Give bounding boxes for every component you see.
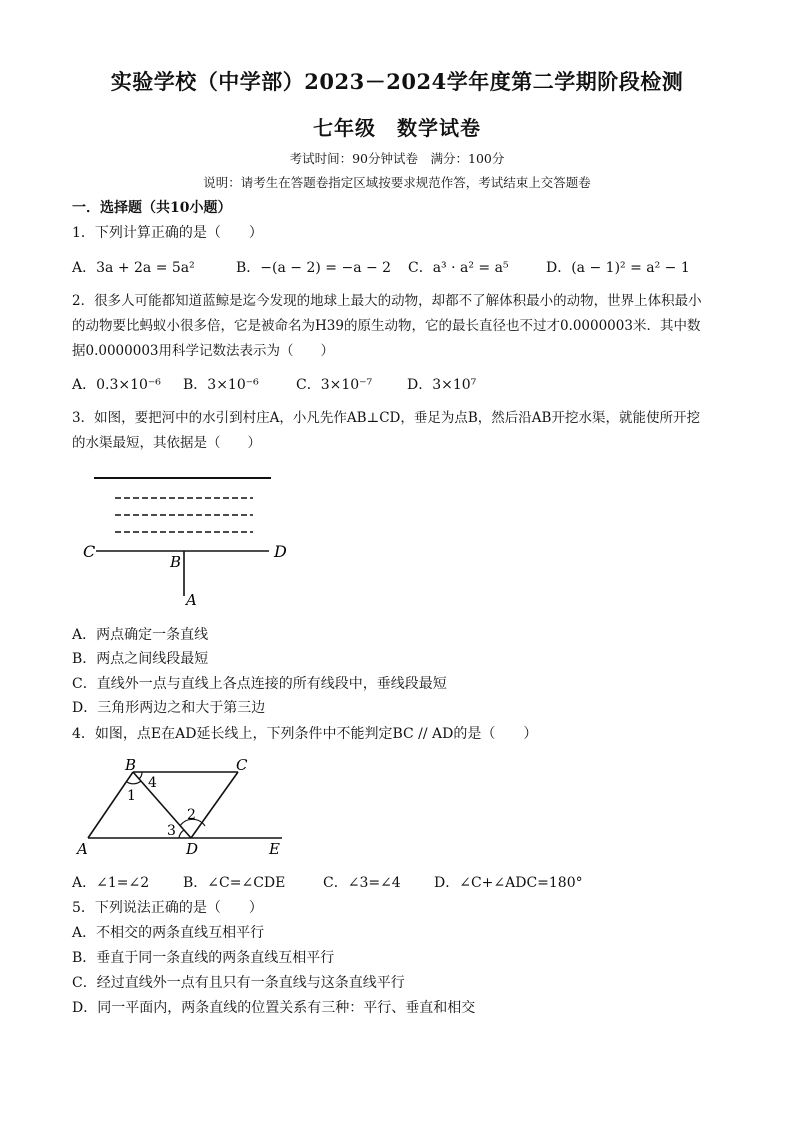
q4-option-b: B．∠C=∠CDE [183,875,286,891]
q3-stem-line1: 3．如图，要把河中的水引到村庄A，小凡先作AB⊥CD，垂足为点B，然后沿AB开挖水渠，就能使所开挖 [72,410,700,426]
exam-title: 实验学校（中学部）2023－2024学年度第二学期阶段检测 [110,69,684,94]
q5-option-d: D．同一平面内，两条直线的位置关系有三种：平行、垂直和相交 [72,1000,476,1016]
q3-option-d: D．三角形两边之和大于第三边 [72,700,266,716]
q1-stem: 1．下列计算正确的是（ ） [72,225,263,241]
section-title-choice: 一．选择题（共10小题） [72,200,232,216]
q2-option-a: A．0.3×10⁻⁶ [72,377,161,393]
label-b: B [125,757,137,774]
angle-arc-1 [127,781,141,784]
q1-option-b: B．−(a − 2) = −a − 2 [236,260,392,276]
q5-option-c: C．经过直线外一点有且只有一条直线与这条直线平行 [72,975,405,991]
angle-label-3: 3 [167,823,176,839]
q3-option-c: C．直线外一点与直线上各点连接的所有线段中，垂线段最短 [72,676,447,692]
q1-option-c: C．a³ · a² = a⁵ [408,260,509,276]
label-b: B [170,553,182,571]
q3-stem-line2: 的水渠最短，其依据是（ ） [72,435,261,451]
label-a: A [186,591,197,609]
q2-stem-line2: 的动物要比蚂蚁小很多倍，它是被命名为H39的原生动物，它的最长直径也不过才0.0000003米．其中数 [72,318,701,334]
angle-arc-3 [179,830,184,838]
angle-arc-4 [139,772,142,779]
q4-figure [72,757,292,857]
label-d: D [186,840,199,857]
q2-option-c: C．3×10⁻⁷ [296,377,373,393]
segment-ab [88,772,133,838]
q3-option-a: A．两点确定一条直线 [72,627,209,643]
segment-cd [191,772,238,838]
label-a: A [77,840,88,857]
q4-option-d: D．∠C+∠ADC=180° [434,875,583,891]
angle-label-2: 2 [187,807,196,823]
q1-option-d: D．(a − 1)² = a² − 1 [546,260,690,276]
q2-option-b: B．3×10⁻⁶ [183,377,259,393]
angle-label-1: 1 [127,788,136,804]
q4-option-c: C．∠3=∠4 [323,875,401,891]
q5-option-b: B．垂直于同一条直线的两条直线互相平行 [72,950,335,966]
label-e: E [269,840,280,857]
q3-figure [72,465,302,610]
q5-stem: 5．下列说法正确的是（ ） [72,900,263,916]
q2-option-d: D．3×10⁷ [407,377,477,393]
q2-stem-line1: 2．很多人可能都知道蓝鲸是迄今发现的地球上最大的动物，却都不了解体积最小的动物，世界上体积最小 [72,293,702,309]
q4-stem: 4．如图，点E在AD延长线上，下列条件中不能判定BC // AD的是（ ） [72,726,538,742]
q4-option-a: A．∠1=∠2 [72,875,150,891]
q5-option-a: A．不相交的两条直线互相平行 [72,925,265,941]
angle-label-4: 4 [148,775,157,791]
q3-option-b: B．两点之间线段最短 [72,651,209,667]
label-d: D [274,542,287,561]
q1-option-a: A．3a + 2a = 5a² [72,260,195,276]
label-c: C [83,542,96,561]
label-c: C [236,757,248,774]
q2-stem-line3: 据0.0000003用科学记数法表示为（ ） [72,343,335,359]
exam-instructions: 说明：请考生在答题卷指定区域按要求规范作答，考试结束上交答题卷 [203,175,591,190]
exam-subtitle: 七年级 数学试卷 [313,116,481,140]
exam-info: 考试时间：90分钟试卷 满分：100分 [289,151,505,166]
segment-bd [133,772,191,838]
